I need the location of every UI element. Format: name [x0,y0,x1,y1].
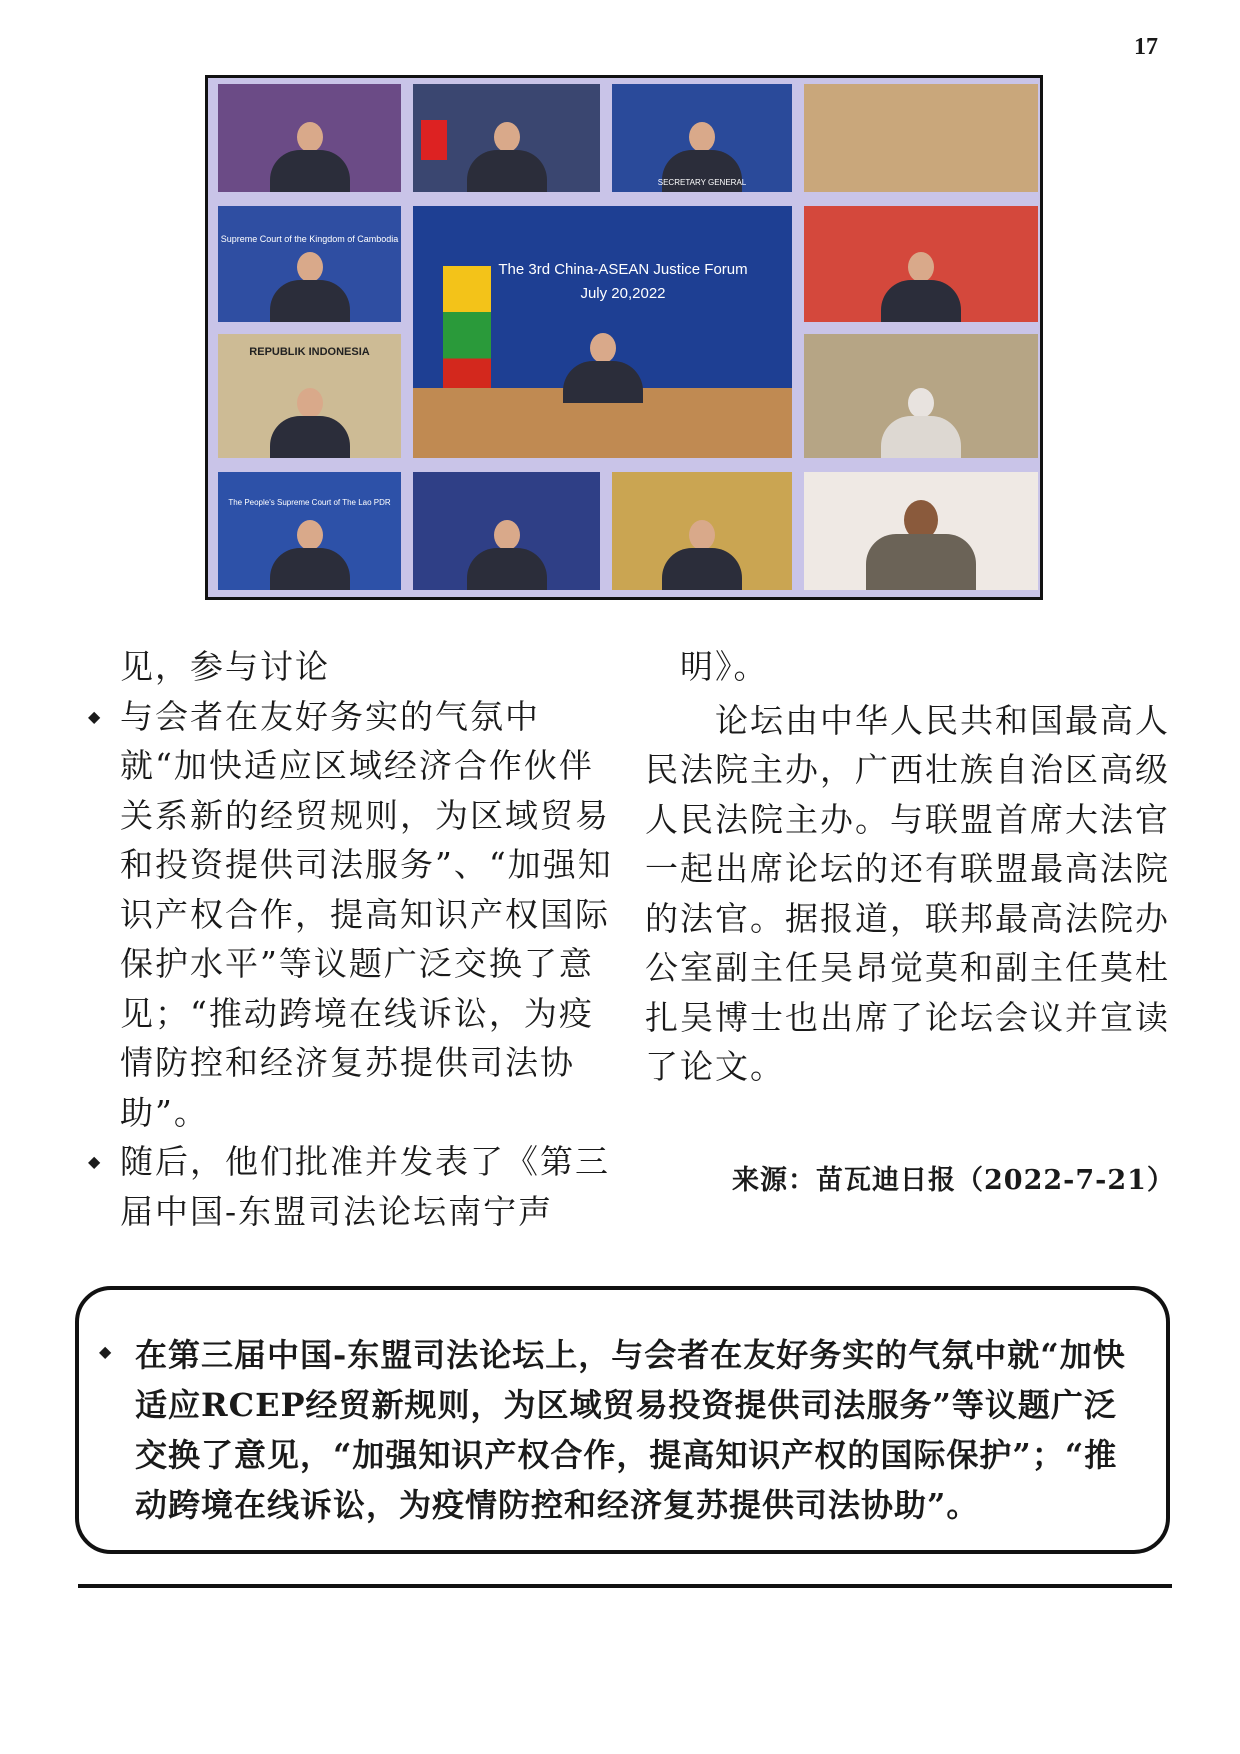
tile-caption: Supreme Court of the Kingdom of Cambodia [220,234,399,244]
photo-tile-main [413,206,792,458]
tile-caption: REPUBLIK INDONESIA [249,346,370,358]
video-conference-photo [205,75,1043,600]
photo-tile [804,334,1038,458]
tile-caption: The People's Supreme Court of The Lao PDR [228,498,391,507]
participant-figure [270,252,350,322]
participant-figure [866,500,976,590]
photo-tile [612,472,792,590]
summary-text: 在第三届中国-东盟司法论坛上，与会者在友好务实的气氛中就“加快适应RCEP经贸新规则，为区域贸易投资提供司法服务”等议题广泛交换了意见，“加强知识产权合作，提高知识产权的国际保护”；“推动跨境在线诉讼，为疫情防控和经济复苏提供司法协助”。 [135,1336,1126,1524]
participant-figure [881,252,961,322]
photo-tile [413,472,600,590]
bullet-diamond-icon: ◆ [88,1152,103,1171]
bullet-item [88,1137,618,1236]
body-paragraph: 论坛由中华人民共和国最高人民法院主办，广西壮族自治区高级人民法院主办。与联盟首席大法官一起出席论坛的还有联盟最高法院的法官。据报道，联邦最高法院办公室副主任吴昂觉莫和副主任莫杜扎吴博士也出席了论坛会议并宣读了论文。 [645,700,1170,1086]
right-continuation-line: 明》。 [680,647,769,686]
bullet-diamond-icon: ◆ [88,706,103,726]
participant-figure [563,333,643,403]
left-continuation-line: 见，参与讨论 [120,647,330,686]
forum-title: The 3rd China-ASEAN Justice Forum [498,261,748,278]
photo-tile [804,472,1038,590]
photo-tile [218,84,401,192]
participant-figure [881,388,961,458]
summary-box [75,1286,1170,1554]
photo-tile [218,334,401,458]
forum-date: July 20,2022 [580,285,666,302]
photo-tile [804,84,1038,192]
participant-figure [270,122,350,192]
photo-tile [804,206,1038,322]
photo-tile [413,84,600,192]
participant-figure [662,520,742,590]
participant-figure [270,388,350,458]
flag [421,120,447,160]
flag [443,266,491,406]
participant-figure [467,122,547,192]
forum-banner [473,258,773,306]
tile-caption: SECRETARY GENERAL [657,178,747,187]
participant-figure [270,520,350,590]
bullet-diamond-icon: ◆ [99,1342,112,1361]
bullet-text: 随后，他们批准并发表了《第三届中国-东盟司法论坛南宁声 [120,1142,610,1231]
left-column [88,642,618,1236]
source-citation: 来源：苗瓦迪日报（2022-7-21） [732,1165,1175,1196]
horizontal-rule [78,1584,1172,1588]
photo-tile [218,206,401,322]
participant-figure [467,520,547,590]
photo-tile [218,472,401,590]
page-number: 17 [1134,34,1158,60]
right-column [645,642,1175,1092]
bullet-item [88,692,618,1138]
photo-tile [612,84,792,192]
bullet-text: 与会者在友好务实的气氛中就“加快适应区域经济合作伙伴关系新的经贸规则，为区域贸易和投资提供司法服务”、“加强知识产权合作，提高知识产权国际保护水平”等议题广泛交换了意见；“推动跨境在线诉讼，为疫情防控和经济复苏提供司法协助”。 [120,696,613,1132]
